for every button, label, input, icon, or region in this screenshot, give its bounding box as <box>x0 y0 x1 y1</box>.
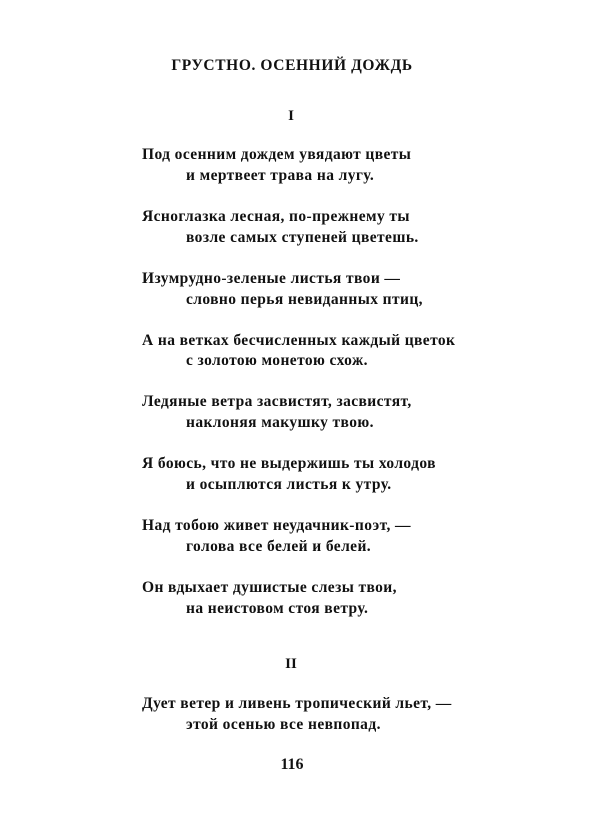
verse-line: Под осенним дождем увядают цветы <box>142 146 412 163</box>
verse-line: Дует ветер и ливень тропический льет, — <box>142 695 452 712</box>
verse-line: Я боюсь, что не выдержишь ты холодов <box>142 455 436 472</box>
verse-line: голова все белей и белей. <box>186 538 372 555</box>
verse-line: на неистовом стоя ветру. <box>186 600 369 617</box>
section-number-2: II <box>285 656 297 672</box>
verse-line: Изумрудно-зеленые листья твои — <box>142 270 401 287</box>
verse-line: словно перья невиданных птиц, <box>186 291 423 308</box>
verse-line: Он вдыхает душистые слезы твои, <box>142 579 397 596</box>
section-number-1: I <box>288 108 294 124</box>
poem-title: ГРУСТНО. ОСЕННИЙ ДОЖДЬ <box>171 57 413 74</box>
verse-line: А на ветках бесчисленных каждый цветок <box>142 332 456 349</box>
verse-line: и мертвеет трава на лугу. <box>186 167 375 184</box>
verse-line: наклоняя макушку твою. <box>186 414 374 431</box>
verse-line: Ясноглазка лесная, по-прежнему ты <box>142 208 410 225</box>
page-number: 116 <box>280 756 304 773</box>
verse-line: Ледяные ветра засвистят, засвистят, <box>142 393 412 410</box>
verse-line: и осыплются листья к утру. <box>186 476 392 493</box>
verse-line: с золотою монетою схож. <box>186 352 368 369</box>
verse-line: Над тобою живет неудачник-поэт, — <box>142 517 411 534</box>
verse-line: этой осенью все невпопад. <box>186 716 381 733</box>
verse-line: возле самых ступеней цветешь. <box>186 229 419 246</box>
